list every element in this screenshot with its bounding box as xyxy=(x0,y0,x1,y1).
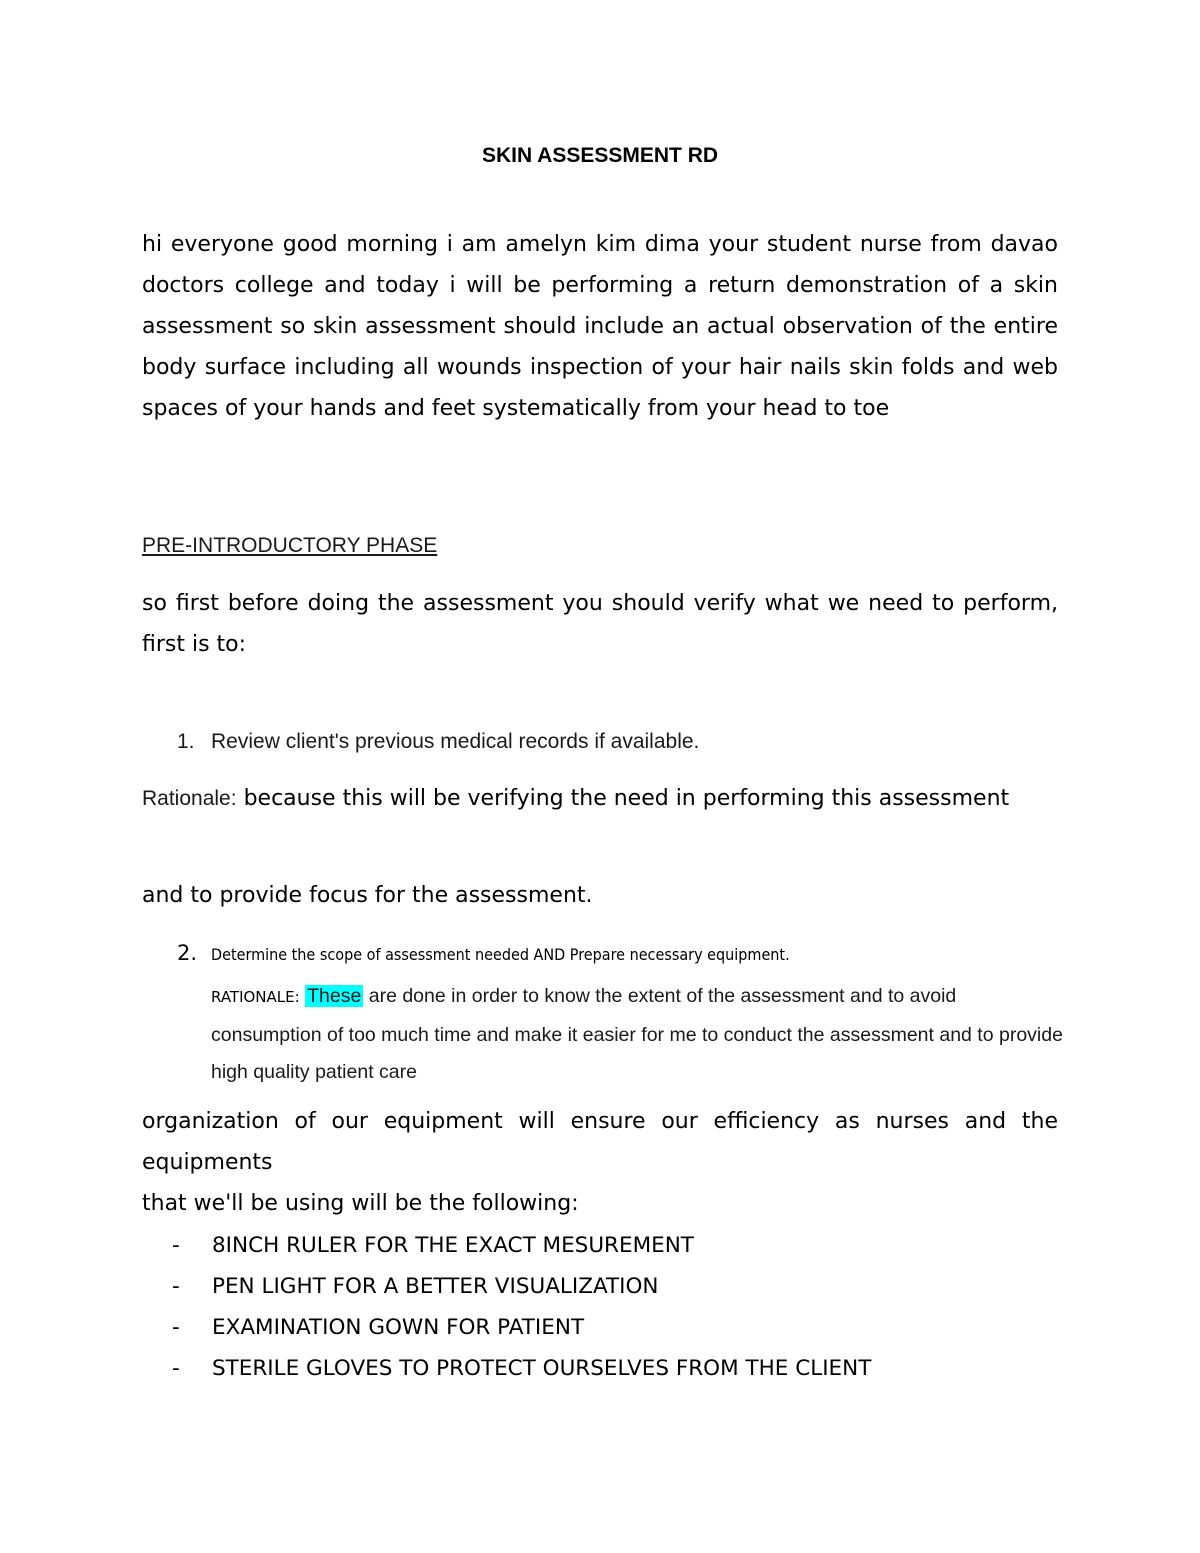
list-item xyxy=(172,1225,871,1266)
list-item-text: STERILE GLOVES TO PROTECT OURSELVES FROM THE CLIENT xyxy=(212,1356,872,1381)
list-item-text: PEN LIGHT FOR A BETTER VISUALIZATION xyxy=(212,1274,659,1299)
list-item xyxy=(172,1348,871,1389)
list-item xyxy=(172,1266,871,1307)
item-number: 1. xyxy=(177,730,195,753)
dash-bullet: - xyxy=(172,1356,180,1381)
rationale-label: RATIONALE: xyxy=(211,988,300,1006)
item-text: Review client's previous medical records if available. xyxy=(211,730,700,753)
dash-bullet: - xyxy=(172,1274,180,1299)
phase-heading: PRE-INTRODUCTORY PHASE xyxy=(142,534,438,557)
rationale-1-paragraph xyxy=(142,778,1058,819)
list-item-text: 8INCH RULER FOR THE EXACT MESUREMENT xyxy=(212,1233,694,1258)
rationale-label: Rationale: xyxy=(142,787,237,810)
item-number: 2. xyxy=(177,941,198,965)
focus-paragraph: and to provide focus for the assessment. xyxy=(142,883,593,908)
item-text: Determine the scope of assessment needed AND Prepare necessary equipment. xyxy=(211,945,790,964)
rationale-text: are done in order to know the extent of the assessment and to avoid consumption of too much time and make it easier for me to conduct the assessment and to provide high quality patient care xyxy=(211,985,1063,1083)
organization-line-2: that we'll be using will be the following: xyxy=(142,1191,579,1216)
intro-paragraph: hi everyone good morning i am amelyn kim dima your student nurse from davao doctors college and today i will be performing a return demonstration of a skin assessment so skin assessment should include an actual observation of the entire body surface including all wounds inspection of your hair nails skin folds and web spaces of your hands and feet systematically from your head to toe xyxy=(142,232,1058,421)
rationale-text: because this will be verifying the need in performing this assessment xyxy=(243,786,1010,811)
organization-line-1: organization of our equipment will ensure our efficiency as nurses and the equipments xyxy=(142,1109,1058,1175)
dash-bullet: - xyxy=(172,1233,180,1258)
list-item-text: EXAMINATION GOWN FOR PATIENT xyxy=(212,1315,585,1340)
dash-bullet: - xyxy=(172,1315,180,1340)
first-step-paragraph: so first before doing the assessment you should verify what we need to perform, first is to: xyxy=(142,591,1058,657)
document-title: SKIN ASSESSMENT RD xyxy=(481,144,719,167)
list-item xyxy=(172,1307,871,1348)
numbered-item-1 xyxy=(177,729,699,755)
organization-paragraph xyxy=(142,1101,1058,1224)
rationale-2-paragraph xyxy=(211,978,1071,1092)
numbered-item-2 xyxy=(177,940,790,968)
equipment-list xyxy=(172,1225,871,1389)
highlighted-word: These xyxy=(307,985,362,1007)
